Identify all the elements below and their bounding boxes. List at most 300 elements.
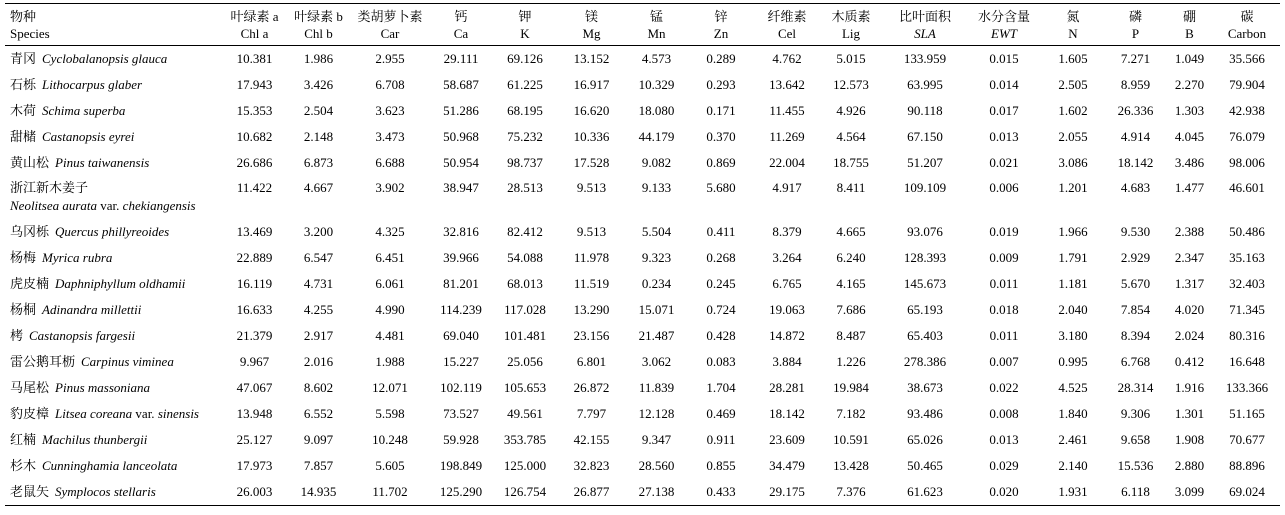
species-binomial: Castanopsis fargesii (29, 328, 136, 343)
header-mn (625, 4, 688, 46)
cell-p: 2.929 (1120, 250, 1151, 265)
cell-mn: 0.234 (641, 276, 672, 291)
cell-b: 4.045 (1174, 129, 1205, 144)
species-cell (5, 150, 222, 176)
header-chinese-label: 物种 (10, 9, 37, 24)
cell-chl-b: 3.426 (303, 77, 334, 92)
cell-lig: 4.564 (836, 129, 866, 144)
species-cell (5, 401, 222, 427)
cell-carbon: 50.486 (1229, 224, 1265, 239)
species-latin-name (55, 276, 185, 291)
cell-k: 54.088 (507, 250, 543, 265)
header-cel (754, 4, 820, 46)
cell-sla: 133.959 (903, 51, 947, 66)
cell-zn: 0.293 (706, 77, 736, 92)
cell-zn: 0.268 (706, 250, 736, 265)
header-chinese-label: 碳 (1240, 9, 1254, 24)
cell-chl-a: 47.067 (236, 380, 273, 395)
species-cell (5, 176, 222, 219)
cell-zn: 0.433 (706, 484, 736, 499)
cell-mg: 13.290 (573, 302, 610, 317)
cell-mg: 11.519 (573, 276, 610, 291)
cell-ca: 32.816 (443, 224, 479, 239)
cell-mn: 10.329 (638, 77, 675, 92)
cell-lig: 7.686 (836, 302, 866, 317)
species-latin-name (42, 77, 142, 92)
species-chinese-name: 杨桐 (10, 302, 37, 317)
cell-cel: 14.872 (769, 328, 805, 343)
cell-cel: 4.762 (772, 51, 802, 66)
species-cell (5, 375, 222, 401)
cell-carbon: 46.601 (1229, 180, 1265, 195)
cell-carbon: 42.938 (1229, 103, 1265, 118)
cell-cel: 4.917 (772, 180, 802, 195)
species-latin-name (55, 406, 199, 421)
cell-chl-a: 16.633 (236, 302, 273, 317)
table-row (5, 46, 1280, 73)
header-zn (688, 4, 754, 46)
cell-chl-a: 15.353 (236, 103, 273, 118)
cell-lig: 18.755 (833, 155, 869, 170)
species-chinese-name: 杉木 (10, 458, 37, 473)
header-english-label: Cel (777, 26, 797, 41)
header-car (350, 4, 430, 46)
cell-n: 3.180 (1058, 328, 1088, 343)
header-chinese-label: 水分含量 (977, 9, 1030, 24)
header-chinese-label: 纤维素 (767, 9, 807, 24)
species-chinese-name: 杨梅 (10, 250, 37, 265)
cell-mn: 9.082 (641, 155, 672, 170)
species-latin-name (81, 354, 174, 369)
cell-k: 61.225 (507, 77, 543, 92)
table-header (5, 4, 1280, 46)
cell-car: 4.481 (375, 328, 405, 343)
cell-p: 9.658 (1120, 432, 1151, 447)
cell-ewt: 0.029 (989, 458, 1019, 473)
cell-chl-a: 9.967 (239, 354, 270, 369)
cell-lig: 6.240 (836, 250, 866, 265)
cell-cel: 22.004 (769, 155, 805, 170)
species-cell (5, 453, 222, 479)
species-binomial: Adinandra millettii (42, 302, 142, 317)
species-binomial: Pinus massoniana (55, 380, 150, 395)
species-binomial: Quercus phillyreoides (55, 224, 170, 239)
cell-mg: 26.872 (573, 380, 610, 395)
cell-p: 26.336 (1117, 103, 1154, 118)
species-chinese-name: 红楠 (10, 432, 37, 447)
cell-chl-b: 14.935 (300, 484, 337, 499)
cell-carbon: 32.403 (1229, 276, 1265, 291)
header-mg (558, 4, 625, 46)
cell-ca: 59.928 (443, 432, 479, 447)
cell-ca: 73.527 (443, 406, 479, 421)
cell-car: 6.708 (375, 77, 405, 92)
cell-cel: 19.063 (769, 302, 805, 317)
cell-sla: 109.109 (903, 180, 947, 195)
cell-zn: 0.411 (706, 224, 736, 239)
cell-chl-b: 2.917 (303, 328, 334, 343)
table-body (5, 46, 1280, 506)
header-english-label: Mn (647, 26, 666, 41)
cell-mg: 32.823 (573, 458, 610, 473)
cell-chl-b: 2.148 (303, 129, 334, 144)
cell-ewt: 0.022 (989, 380, 1019, 395)
species-binomial: Litsea coreana (55, 406, 133, 421)
cell-n: 1.602 (1058, 103, 1088, 118)
cell-chl-a: 21.379 (236, 328, 273, 343)
cell-carbon: 35.163 (1229, 250, 1265, 265)
cell-chl-b: 4.255 (303, 302, 334, 317)
cell-mn: 28.560 (638, 458, 675, 473)
table-row (5, 323, 1280, 349)
table-row (5, 98, 1280, 124)
species-latin-name (42, 432, 147, 447)
cell-zn: 0.469 (706, 406, 736, 421)
cell-mn: 9.133 (641, 180, 672, 195)
cell-cel: 3.884 (772, 354, 802, 369)
cell-mg: 26.877 (573, 484, 610, 499)
cell-mg: 6.801 (576, 354, 607, 369)
species-cell (5, 427, 222, 453)
header-english-label: Carbon (1227, 26, 1267, 41)
cell-chl-a: 16.119 (236, 276, 273, 291)
cell-zn: 1.704 (706, 380, 736, 395)
cell-zn: 0.911 (706, 432, 736, 447)
header-lig (820, 4, 882, 46)
table-row (5, 219, 1280, 245)
header-english-label: P (1131, 26, 1140, 41)
header-p (1106, 4, 1165, 46)
header-english-label: EWT (991, 26, 1017, 41)
cell-chl-b: 6.873 (303, 155, 334, 170)
species-cell (5, 349, 222, 375)
cell-cel: 3.264 (772, 250, 802, 265)
species-chinese-name: 甜槠 (10, 129, 37, 144)
species-binomial: Myrica rubra (42, 250, 113, 265)
species-binomial: Lithocarpus glaber (42, 77, 143, 92)
cell-mg: 7.797 (576, 406, 607, 421)
cell-car: 4.325 (375, 224, 405, 239)
cell-ewt: 0.013 (989, 129, 1019, 144)
cell-ewt: 0.014 (989, 77, 1019, 92)
cell-k: 25.056 (507, 354, 543, 369)
cell-k: 68.195 (507, 103, 543, 118)
cell-lig: 4.926 (836, 103, 866, 118)
cell-chl-a: 17.943 (236, 77, 273, 92)
cell-ca: 58.687 (443, 77, 479, 92)
cell-b: 0.412 (1174, 354, 1205, 369)
species-latin-name (42, 302, 141, 317)
species-chinese-name: 青冈 (10, 51, 37, 66)
cell-zn: 0.724 (706, 302, 736, 317)
cell-ca: 81.201 (443, 276, 479, 291)
cell-mn: 9.323 (641, 250, 672, 265)
cell-chl-a: 22.889 (236, 250, 273, 265)
cell-k: 68.013 (507, 276, 543, 291)
species-cell (5, 271, 222, 297)
cell-n: 2.040 (1058, 302, 1088, 317)
cell-sla: 90.118 (907, 103, 943, 118)
header-english-label: Lig (841, 26, 861, 41)
cell-k: 49.561 (507, 406, 543, 421)
cell-zn: 0.171 (706, 103, 736, 118)
cell-car: 1.988 (375, 354, 405, 369)
cell-sla: 38.673 (907, 380, 943, 395)
cell-chl-b: 6.552 (303, 406, 334, 421)
cell-cel: 8.379 (772, 224, 802, 239)
header-english-label: Chl a (240, 26, 269, 41)
cell-p: 15.536 (1117, 458, 1154, 473)
cell-mn: 4.573 (641, 51, 672, 66)
cell-chl-b: 4.731 (303, 276, 334, 291)
species-chinese-name: 栲 (10, 328, 24, 343)
cell-p: 4.914 (1120, 129, 1151, 144)
header-n (1040, 4, 1106, 46)
cell-k: 82.412 (507, 224, 543, 239)
header-chl-a (222, 4, 287, 46)
species-binomial: Neolitsea aurata (10, 198, 98, 213)
header-chinese-label: 镁 (584, 9, 598, 24)
cell-ewt: 0.015 (989, 51, 1019, 66)
cell-n: 2.140 (1058, 458, 1088, 473)
header-chinese-label: 硼 (1182, 9, 1196, 24)
cell-ca: 50.954 (443, 155, 479, 170)
cell-cel: 34.479 (769, 458, 805, 473)
cell-n: 0.995 (1058, 354, 1088, 369)
cell-p: 18.142 (1117, 155, 1154, 170)
cell-n: 4.525 (1058, 380, 1088, 395)
species-cell (5, 245, 222, 271)
cell-b: 2.024 (1174, 328, 1205, 343)
cell-mg: 42.155 (573, 432, 610, 447)
cell-carbon: 35.566 (1229, 51, 1265, 66)
cell-ewt: 0.021 (989, 155, 1019, 170)
cell-k: 98.737 (507, 155, 543, 170)
cell-ca: 69.040 (443, 328, 479, 343)
species-chinese-name: 老鼠矢 (10, 484, 50, 499)
header-ca (430, 4, 492, 46)
species-latin-name (29, 328, 135, 343)
species-binomial: Cyclobalanopsis glauca (42, 51, 168, 66)
cell-mg: 16.620 (573, 103, 610, 118)
header-sla (882, 4, 968, 46)
cell-sla: 93.486 (907, 406, 943, 421)
cell-n: 1.791 (1058, 250, 1088, 265)
cell-b: 2.347 (1174, 250, 1205, 265)
cell-p: 4.683 (1120, 180, 1151, 195)
table-row (5, 479, 1280, 506)
cell-ca: 102.119 (440, 380, 482, 395)
cell-p: 9.306 (1120, 406, 1151, 421)
cell-chl-a: 11.422 (236, 180, 273, 195)
cell-ca: 125.290 (439, 484, 483, 499)
header-chinese-label: 钙 (454, 9, 468, 24)
cell-sla: 50.465 (907, 458, 943, 473)
cell-k: 125.000 (503, 458, 547, 473)
cell-car: 2.955 (375, 51, 405, 66)
cell-mg: 10.336 (573, 129, 610, 144)
leaf-trait-table (5, 3, 1280, 506)
table-row (5, 453, 1280, 479)
cell-ewt: 0.013 (989, 432, 1019, 447)
species-chinese-name: 虎皮楠 (10, 276, 50, 291)
cell-chl-b: 2.504 (303, 103, 334, 118)
cell-zn: 0.869 (706, 155, 736, 170)
cell-ewt: 0.017 (989, 103, 1019, 118)
species-latin-name (55, 224, 169, 239)
cell-carbon: 80.316 (1229, 328, 1265, 343)
cell-sla: 65.026 (907, 432, 943, 447)
cell-mg: 23.156 (573, 328, 610, 343)
cell-mg: 9.513 (576, 224, 607, 239)
cell-ewt: 0.009 (989, 250, 1019, 265)
cell-sla: 51.207 (907, 155, 943, 170)
table-row (5, 297, 1280, 323)
header-english-label: Zn (713, 26, 729, 41)
species-chinese-name: 木荷 (10, 103, 37, 118)
cell-carbon: 79.904 (1229, 77, 1265, 92)
species-latin-name (42, 51, 167, 66)
header-chinese-label: 磷 (1128, 9, 1142, 24)
cell-carbon: 88.896 (1229, 458, 1265, 473)
cell-p: 9.530 (1120, 224, 1151, 239)
species-latin-name (55, 484, 156, 499)
cell-lig: 8.411 (836, 180, 866, 195)
cell-ewt: 0.011 (989, 328, 1019, 343)
cell-lig: 4.665 (836, 224, 866, 239)
cell-p: 6.768 (1120, 354, 1151, 369)
header-english-label: Car (380, 26, 400, 41)
cell-b: 4.020 (1174, 302, 1205, 317)
cell-lig: 10.591 (833, 432, 869, 447)
cell-p: 28.314 (1117, 380, 1154, 395)
cell-ca: 198.849 (439, 458, 483, 473)
cell-chl-b: 6.547 (303, 250, 334, 265)
species-cell (5, 46, 222, 73)
cell-cel: 13.642 (769, 77, 805, 92)
species-cell (5, 479, 222, 506)
cell-carbon: 71.345 (1229, 302, 1265, 317)
cell-ca: 38.947 (443, 180, 479, 195)
cell-chl-a: 10.682 (236, 129, 273, 144)
cell-sla: 65.403 (907, 328, 943, 343)
species-chinese-name: 豹皮樟 (10, 406, 50, 421)
header-english-label: Species (10, 26, 50, 41)
cell-car: 6.061 (375, 276, 405, 291)
cell-mn: 3.062 (641, 354, 672, 369)
table-row (5, 401, 1280, 427)
species-latin-name (55, 380, 150, 395)
species-cell (5, 323, 222, 349)
cell-carbon: 51.165 (1229, 406, 1265, 421)
cell-p: 8.959 (1120, 77, 1151, 92)
cell-n: 1.181 (1058, 276, 1088, 291)
header-chinese-label: 锰 (649, 9, 663, 24)
cell-lig: 4.165 (836, 276, 866, 291)
table-row (5, 375, 1280, 401)
cell-chl-a: 26.003 (236, 484, 273, 499)
header-english-label: B (1185, 26, 1194, 41)
cell-chl-a: 25.127 (236, 432, 273, 447)
cell-mn: 27.138 (638, 484, 675, 499)
cell-ewt: 0.019 (989, 224, 1019, 239)
cell-n: 2.461 (1058, 432, 1088, 447)
species-binomial: Castanopsis eyrei (42, 129, 135, 144)
header-english-label: K (520, 26, 530, 41)
species-infraspecific-name: sinensis (157, 406, 199, 421)
species-binomial: Carpinus viminea (81, 354, 174, 369)
species-latin-name (10, 197, 222, 215)
cell-sla: 145.673 (903, 276, 947, 291)
header-english-label: N (1068, 26, 1078, 41)
species-rank: var. (100, 198, 120, 213)
cell-car: 6.451 (375, 250, 405, 265)
cell-car: 4.990 (375, 302, 405, 317)
header-ewt (968, 4, 1040, 46)
species-chinese-name: 马尾松 (10, 380, 50, 395)
cell-mn: 12.128 (638, 406, 675, 421)
table-row (5, 72, 1280, 98)
cell-lig: 7.182 (836, 406, 866, 421)
species-binomial: Machilus thunbergii (42, 432, 148, 447)
cell-mg: 13.152 (573, 51, 610, 66)
cell-b: 1.477 (1174, 180, 1205, 195)
cell-k: 75.232 (507, 129, 543, 144)
table-row (5, 176, 1280, 219)
species-chinese-name: 黄山松 (10, 155, 50, 170)
species-latin-name (55, 155, 149, 170)
header-b (1165, 4, 1214, 46)
cell-b: 2.388 (1174, 224, 1205, 239)
cell-n: 2.055 (1058, 129, 1088, 144)
cell-chl-b: 3.200 (303, 224, 334, 239)
cell-b: 1.317 (1174, 276, 1205, 291)
species-latin-name (42, 458, 177, 473)
table-row (5, 349, 1280, 375)
cell-lig: 7.376 (836, 484, 866, 499)
cell-n: 1.931 (1058, 484, 1088, 499)
header-english-label: Chl b (304, 26, 333, 41)
cell-chl-a: 10.381 (236, 51, 273, 66)
cell-zn: 0.083 (706, 354, 736, 369)
table-row (5, 124, 1280, 150)
cell-chl-a: 13.469 (236, 224, 273, 239)
cell-chl-b: 9.097 (303, 432, 334, 447)
cell-sla: 278.386 (903, 354, 947, 369)
cell-lig: 1.226 (836, 354, 866, 369)
species-rank: var. (135, 406, 155, 421)
species-binomial: Cunninghamia lanceolata (42, 458, 178, 473)
cell-k: 353.785 (503, 432, 547, 447)
cell-zn: 0.428 (706, 328, 736, 343)
species-chinese-name: 石栎 (10, 77, 37, 92)
cell-cel: 11.455 (769, 103, 805, 118)
cell-n: 1.840 (1058, 406, 1088, 421)
species-infraspecific-name: chekiangensis (122, 198, 196, 213)
cell-chl-b: 2.016 (303, 354, 334, 369)
cell-mn: 15.071 (638, 302, 675, 317)
header-english-label: SLA (914, 26, 936, 41)
header-chinese-label: 比叶面积 (898, 9, 951, 24)
cell-car: 3.623 (375, 103, 405, 118)
cell-ca: 39.966 (443, 250, 479, 265)
species-latin-name (42, 129, 134, 144)
cell-cel: 18.142 (769, 406, 805, 421)
species-binomial: Symplocos stellaris (55, 484, 156, 499)
header-chl-b (287, 4, 350, 46)
header-carbon (1214, 4, 1280, 46)
cell-ewt: 0.006 (989, 180, 1019, 195)
